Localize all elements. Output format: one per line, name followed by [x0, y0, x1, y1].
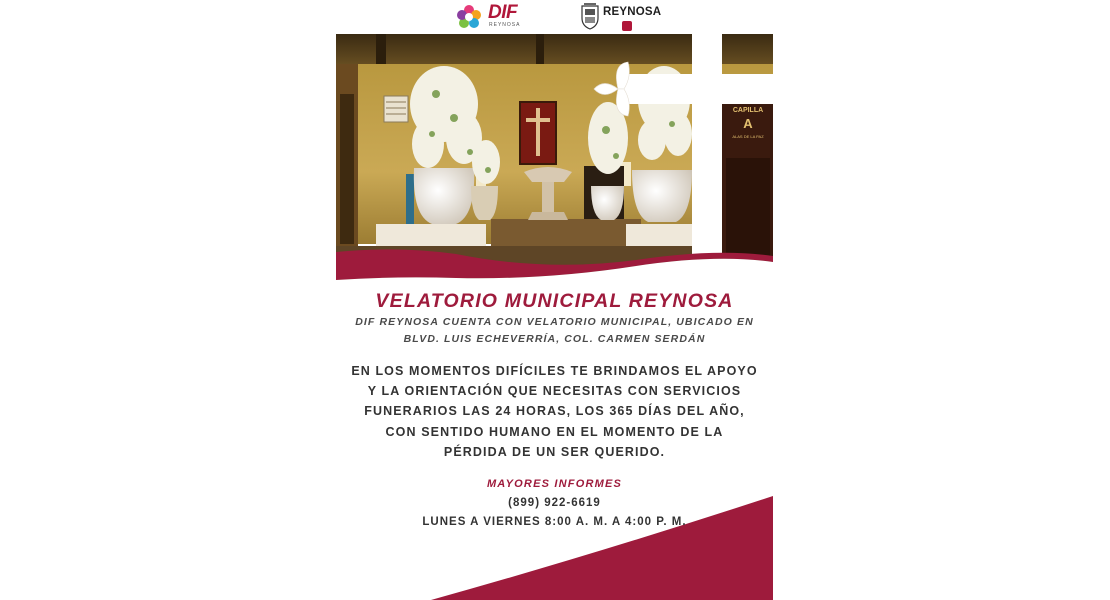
info-title: MAYORES INFORMES — [486, 478, 623, 490]
reynosa-badge — [622, 21, 632, 31]
chapel-sign-line2: A — [743, 116, 753, 131]
poster-title: VELATORIO MUNICIPAL REYNOSA — [375, 290, 734, 312]
chapel-sign-line1: CAPILLA — [732, 107, 764, 114]
info-phone: (899) 922-6619 — [508, 497, 601, 509]
body-line-4: CON SENTIDO HUMANO EN EL MOMENTO DE LA — [385, 425, 724, 439]
subtitle-line-1: DIF REYNOSA CUENTA CON VELATORIO MUNICIPAL, UBICADO EN — [355, 316, 754, 328]
body-line-3: FUNERARIOS LAS 24 HORAS, LOS 365 DÍAS DEL AÑO, — [364, 404, 745, 418]
reynosa-logo — [578, 2, 662, 32]
dif-logo-text: DIF — [488, 2, 518, 23]
body-line-5: PÉRDIDA DE UN SER QUERIDO. — [443, 445, 666, 459]
body-line-1: EN LOS MOMENTOS DIFÍCILES TE BRINDAMOS EL APOYO — [351, 364, 758, 378]
dif-logo — [456, 3, 528, 31]
reynosa-logo-text: REYNOSA — [603, 6, 662, 18]
header-logos — [0, 0, 1110, 34]
reynosa-seal-icon — [580, 2, 600, 30]
info-hours: LUNES A VIERNES 8:00 A. M. A 4:00 P. M. — [422, 516, 687, 528]
chapel-sign-line3: ALAS DE LA PAZ — [732, 134, 764, 139]
dif-logo-subtext: REYNOSA — [489, 22, 521, 28]
poster — [336, 34, 773, 600]
subtitle-line-2: BLVD. LUIS ECHEVERRÍA, COL. CARMEN SERDÁN — [403, 333, 706, 345]
dif-flower-icon — [456, 4, 482, 30]
body-line-2: Y LA ORIENTACIÓN QUE NECESITAS CON SERVICIOS — [367, 384, 742, 398]
